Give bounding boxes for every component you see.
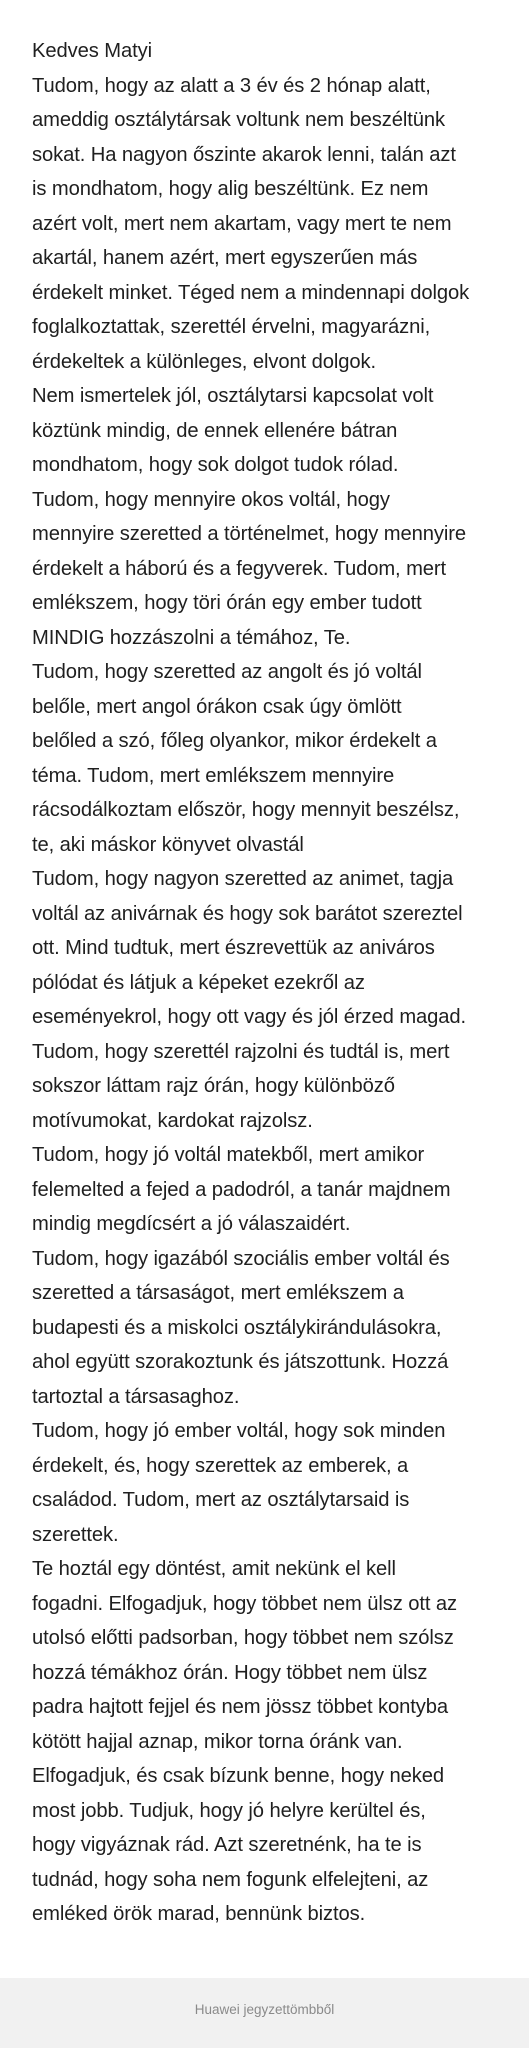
note-line: belőle, mert angol órákon csak úgy ömlött — [32, 695, 402, 718]
note-line: Nem ismertelek jól, osztálytarsi kapcsolat volt — [32, 385, 434, 407]
note-line: érdekelt minket. Téged nem a mindennapi dolgok — [32, 281, 470, 304]
note-line: budapesti és a miskolci osztálykirándulásokra, — [32, 1316, 442, 1339]
note-line: emléked örök marad, bennünk biztos. — [32, 1903, 366, 1925]
note-line: ahol együtt szorakoztunk és játszottunk. Hozzá — [32, 1351, 449, 1373]
note-line: mennyire szeretted a történelmet, hogy mennyire — [32, 523, 467, 545]
note-line: érdekelt a háború és a fegyverek. Tudom, mert — [32, 557, 447, 580]
note-line: utolsó előtti padsorban, hogy többet nem szólsz — [32, 1627, 454, 1649]
note-line: felemelted a fejed a padodról, a tanár majdnem — [32, 1178, 451, 1201]
note-line: te, aki máskor könyvet olvastál — [32, 833, 304, 856]
note-line: is mondhatom, hogy alig beszéltünk. Ez nem — [32, 178, 429, 200]
note-line: Tudom, hogy szeretted az angolt és jó voltál — [32, 661, 422, 683]
note-line: MINDIG hozzászolni a témához, Te. — [32, 626, 351, 649]
note-line: akartál, hanem azért, mert egyszerűen más — [32, 247, 418, 269]
note-line: motívumokat, kardokat rajzolsz. — [32, 1109, 313, 1132]
note-line: tartoztal a társasaghoz. — [32, 1385, 240, 1408]
note-line: emlékszem, hogy töri órán egy ember tudott — [32, 592, 422, 614]
note-line: pólódat és látjuk a képeket ezekről az — [32, 971, 365, 994]
note-line: Kedves Matyi — [32, 40, 152, 62]
note-line: érdekeltek a különleges, elvont dolgok. — [32, 350, 376, 373]
note-line: sokat. Ha nagyon őszinte akarok lenni, talán azt — [32, 143, 456, 166]
note-line: kötött hajjal aznap, mikor torna óránk van. — [32, 1730, 403, 1753]
note-line: hozzá témákhoz órán. Hogy többet nem ülsz — [32, 1661, 428, 1684]
note-line: voltál az anivárnak és hogy sok barátot szereztel — [32, 902, 463, 925]
note-line: padra hajtott fejjel és nem jössz többet kontyba — [32, 1696, 449, 1718]
note-line: ott. Mind tudtuk, mert észrevettük az aniváros — [32, 937, 435, 959]
note-body — [32, 34, 502, 1932]
note-line: köztünk mindig, de ennek ellenére bátran — [32, 419, 398, 442]
note-line: Te hoztál egy döntést, amit nekünk el kell — [32, 1558, 396, 1580]
note-line: foglalkoztattak, szerettél érvelni, magyarázni, — [32, 316, 431, 338]
note-line: mindig megdícsért a jó válaszaidért. — [32, 1213, 351, 1235]
note-line: szerettek. — [32, 1523, 119, 1546]
note-line: Tudom, hogy nagyon szeretted az animet, tagja — [32, 868, 454, 890]
note-line: érdekelt, és, hogy szerettek az emberek, a — [32, 1454, 409, 1477]
note-line: ameddig osztálytársak voltunk nem beszéltünk — [32, 109, 446, 131]
note-line: téma. Tudom, mert emlékszem mennyire — [32, 764, 395, 787]
note-line: belőled a szó, főleg olyankor, mikor érdekelt a — [32, 730, 437, 752]
note-line: Tudom, hogy az alatt a 3 év és 2 hónap alatt, — [32, 74, 431, 97]
note-line: Tudom, hogy jó ember voltál, hogy sok minden — [32, 1420, 446, 1442]
note-line: szeretted a társaságot, mert emlékszem a — [32, 1282, 404, 1304]
note-line: Elfogadjuk, és csak bízunk benne, hogy neked — [32, 1765, 444, 1787]
note-line: mondhatom, hogy sok dolgot tudok rólad. — [32, 454, 399, 476]
note-line: azért volt, mert nem akartam, vagy mert te nem — [32, 212, 452, 235]
note-line: Tudom, hogy jó voltál matekből, mert amikor — [32, 1144, 425, 1166]
note-line: Tudom, hogy szerettél rajzolni és tudtál is, mert — [32, 1040, 450, 1063]
app-footer — [0, 1978, 529, 2048]
note-line: rácsodálkoztam először, hogy mennyit beszélsz, — [32, 799, 460, 821]
note-line: sokszor láttam rajz órán, hogy különböző — [32, 1075, 395, 1097]
note-line: tudnád, hogy soha nem fogunk elfelejteni, az — [32, 1868, 429, 1891]
note-line: Tudom, hogy igazából szociális ember voltál és — [32, 1247, 450, 1270]
note-line: eseményekrol, hogy ott vagy és jól érzed magad. — [32, 1006, 467, 1028]
note-line: fogadni. Elfogadjuk, hogy többet nem ülsz ott az — [32, 1592, 458, 1615]
note-line: most jobb. Tudjuk, hogy jó helyre kerültel és, — [32, 1799, 426, 1822]
note-line: Tudom, hogy mennyire okos voltál, hogy — [32, 488, 390, 511]
footer-source-label: Huawei jegyzettömbből — [194, 2002, 335, 2017]
note-line: családod. Tudom, mert az osztálytarsaid is — [32, 1489, 410, 1511]
note-line: hogy vigyáznak rád. Azt szeretnénk, ha te is — [32, 1834, 422, 1856]
